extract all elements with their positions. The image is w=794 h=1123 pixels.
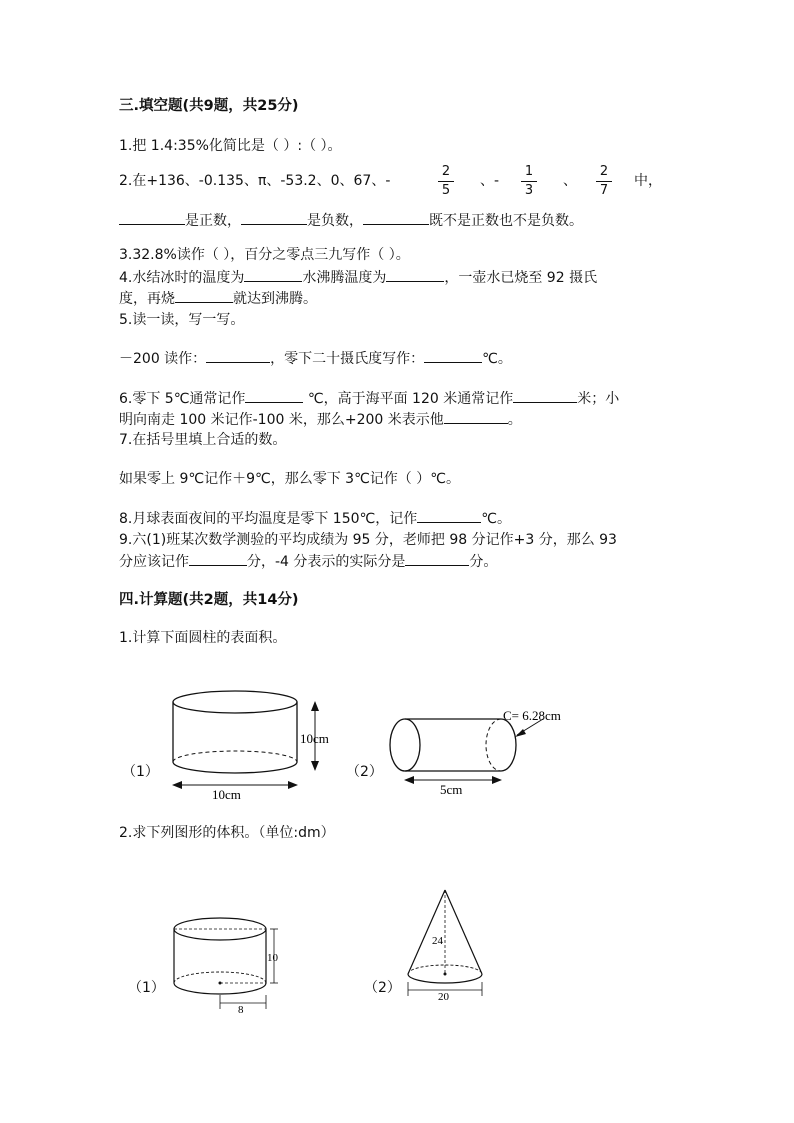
text: 分。	[469, 554, 498, 570]
question-1: 1.把 1.4:35%化简比是（ ）:（ ）。	[119, 138, 342, 154]
answer-blank[interactable]	[363, 210, 429, 225]
calc-question-2-title: 2.求下列图形的体积。（单位:dm）	[119, 825, 335, 841]
fraction-denominator: 5	[441, 183, 451, 198]
answer-blank[interactable]	[245, 388, 303, 403]
question-6-line2	[119, 409, 522, 430]
text: 分，-4 分表示的实际分是	[247, 554, 406, 570]
question-2-line2	[119, 210, 583, 231]
height-label: 24	[432, 935, 443, 947]
question-4-line1	[119, 267, 597, 288]
cylinder-figure-2	[385, 700, 585, 798]
text: 分应该记作	[119, 554, 189, 570]
text: ℃，高于海平面 120 米通常记作	[303, 391, 514, 407]
length-label: 5cm	[440, 782, 463, 797]
fraction-2-5	[438, 164, 454, 199]
question-7-body: 如果零上 9℃记作＋9℃，那么零下 3℃记作（ ）℃。	[119, 471, 460, 487]
text: 4.水结冰时的温度为	[119, 270, 245, 286]
answer-blank[interactable]	[241, 210, 307, 225]
answer-blank[interactable]	[513, 388, 577, 403]
question-7-title: 7.在括号里填上合适的数。	[119, 432, 287, 448]
circumference-label: C= 6.28cm	[503, 708, 561, 723]
question-2-suffix: 中，	[634, 173, 662, 189]
cylinder-figure-1	[160, 685, 350, 803]
answer-blank[interactable]	[189, 551, 247, 566]
answer-blank[interactable]	[405, 551, 469, 566]
figure-label: （2）	[364, 980, 401, 996]
question-5-title: 5.读一读，写一写。	[119, 312, 245, 328]
answer-blank[interactable]	[424, 348, 482, 363]
section3-title: 三.填空题(共9题，共25分)	[119, 98, 299, 114]
text: 。	[507, 412, 522, 428]
calc-question-1-title: 1.计算下面圆柱的表面积。	[119, 630, 287, 646]
figure-label: （1）	[128, 980, 165, 996]
text: ℃。	[482, 351, 512, 367]
text: 既不是正数也不是负数。	[429, 213, 583, 229]
diameter-label: 20	[438, 991, 449, 1003]
radius-label: 8	[238, 1004, 244, 1016]
cylinder-volume-figure	[166, 905, 296, 1017]
text: 8.月球表面夜间的平均温度是零下 150℃，记作	[119, 511, 418, 527]
text: 明向南走 100 米记作-100 米，那么+200 米表示他	[119, 412, 444, 428]
answer-blank[interactable]	[386, 267, 444, 282]
answer-blank[interactable]	[444, 409, 508, 424]
height-label: 10cm	[300, 731, 329, 746]
question-2-prefix: 2.在+136、-0.135、π、-53.2、0、67、-	[119, 173, 391, 189]
answer-blank[interactable]	[244, 267, 302, 282]
text: 是正数，	[185, 213, 241, 229]
cone-figure	[402, 886, 492, 1006]
fraction-numerator: 2	[596, 164, 612, 182]
fraction-numerator: 1	[521, 164, 537, 182]
text: 米；小	[577, 391, 620, 407]
question-4-line2	[119, 288, 317, 309]
figure-label: （1）	[122, 764, 159, 780]
text: 就达到沸腾。	[233, 291, 317, 307]
answer-blank[interactable]	[417, 508, 481, 523]
text: 是负数，	[307, 213, 363, 229]
width-label: 10cm	[212, 787, 241, 802]
fraction-2-7	[596, 164, 612, 199]
text: 水沸腾温度为	[302, 270, 387, 286]
text: ，零下二十摄氏度写作：	[270, 351, 425, 367]
figure-label: （2）	[346, 764, 383, 780]
fraction-1-3	[521, 164, 537, 199]
section4-title: 四.计算题(共2题，共14分)	[119, 592, 299, 608]
fraction-denominator: 7	[599, 183, 609, 198]
question-6-line1	[119, 388, 619, 409]
text: －200 读作：	[119, 351, 207, 367]
question-9-line1: 9.六(1)班某次数学测验的平均成绩为 95 分，老师把 98 分记作+3 分，那么 93	[119, 532, 617, 548]
text: 6.零下 5℃通常记作	[119, 391, 246, 407]
question-3: 3.32.8%读作（ ），百分之零点三九写作（ ）。	[119, 247, 410, 263]
text: ，一壶水已烧至 92 摄氏	[444, 270, 598, 286]
question-2-sep1: 、-	[480, 173, 500, 189]
text: ℃。	[481, 511, 511, 527]
question-8	[119, 508, 511, 529]
question-2-sep2: 、	[563, 173, 577, 189]
height-label: 10	[267, 952, 278, 964]
text: 度，再烧	[119, 291, 175, 307]
fraction-denominator: 3	[524, 183, 534, 198]
answer-blank[interactable]	[206, 348, 270, 363]
answer-blank[interactable]	[175, 288, 233, 303]
question-5-body	[119, 348, 512, 369]
fraction-numerator: 2	[438, 164, 454, 182]
question-9-line2	[119, 551, 497, 572]
answer-blank[interactable]	[119, 210, 185, 225]
